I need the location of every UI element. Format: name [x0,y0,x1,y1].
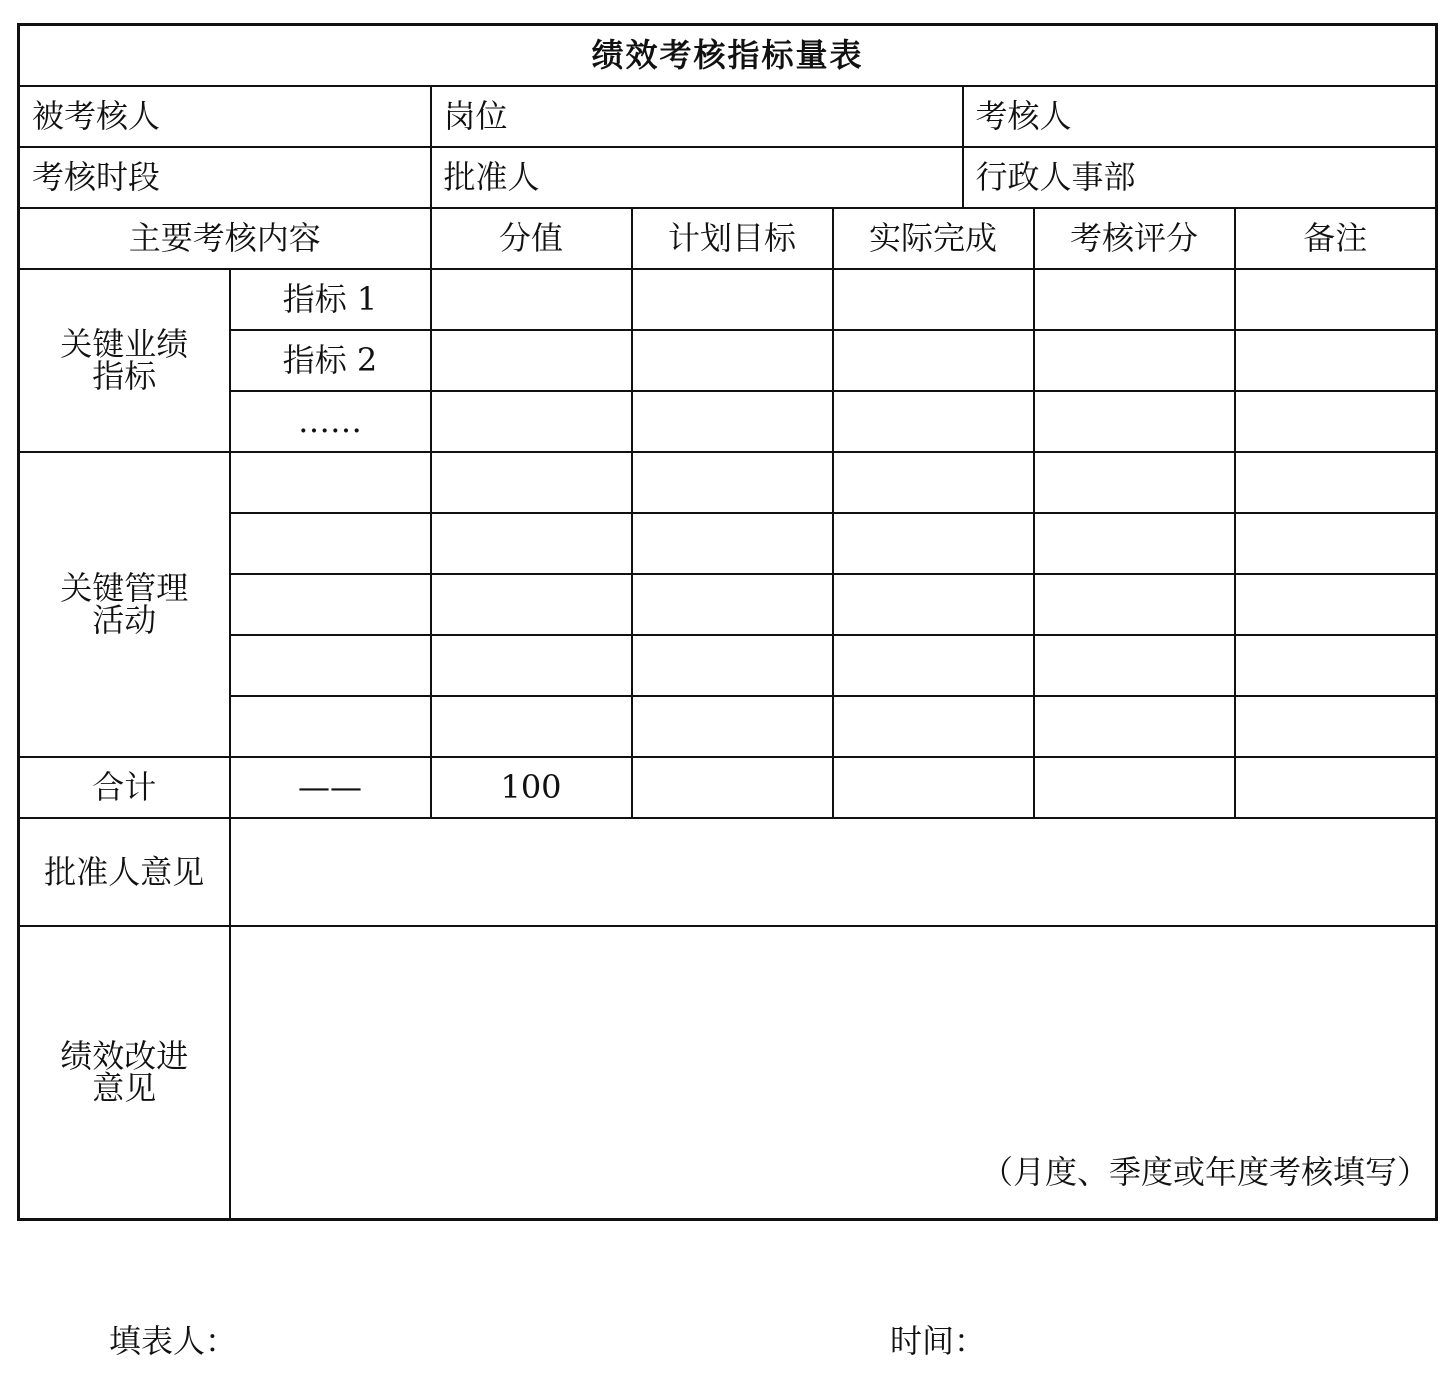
period-label: 考核时段 [19,147,431,208]
activity-2-score-cell[interactable] [431,513,632,574]
improvement-note: （月度、季度或年度考核填写） [981,1153,1430,1191]
activity-3-rating-cell[interactable] [1034,574,1235,635]
filler-label: 填表人： [109,1322,238,1360]
activity-5-plan-cell[interactable] [632,696,833,757]
kpi-3-score-cell[interactable] [431,391,632,452]
activity-4-remark-cell[interactable] [1235,635,1437,696]
activity-5-item-cell[interactable] [230,696,431,757]
activity-1-remark-cell[interactable] [1235,452,1437,513]
activity-4-rating-cell[interactable] [1034,635,1235,696]
total-plan-cell[interactable] [632,757,833,818]
total-remark-cell[interactable] [1235,757,1437,818]
improvement-label-line1: 绩效改进 [60,1037,189,1076]
activity-3-actual-cell[interactable] [833,574,1034,635]
activity-5-rating-cell[interactable] [1034,696,1235,757]
total-rating-cell[interactable] [1034,757,1235,818]
kpi-1-remark-cell[interactable] [1235,269,1437,330]
kpi-2-rating-cell[interactable] [1034,330,1235,391]
date-label: 时间： [890,1322,987,1360]
header-content: 主要考核内容 [19,208,431,269]
approver-opinion-label: 批准人意见 [19,818,230,926]
performance-assessment-form [17,23,1438,1221]
activities-category [19,452,230,757]
kpi-item-2: 指标 2 [230,330,431,391]
activity-3-plan-cell[interactable] [632,574,833,635]
kpi-1-rating-cell[interactable] [1034,269,1235,330]
improvement-label-line2: 意见 [92,1069,157,1108]
total-dash: —— [230,757,431,818]
total-label: 合计 [19,757,230,818]
activity-2-item-cell[interactable] [230,513,431,574]
activities-label-line2: 活动 [92,601,157,639]
improvement-field[interactable] [230,926,1437,1220]
department-label: 行政人事部 [963,147,1437,208]
header-remark: 备注 [1235,208,1437,269]
kpi-2-remark-cell[interactable] [1235,330,1437,391]
kpi-3-plan-cell[interactable] [632,391,833,452]
activity-4-item-cell[interactable] [230,635,431,696]
activity-5-remark-cell[interactable] [1235,696,1437,757]
activity-1-item-cell[interactable] [230,452,431,513]
activity-5-score-cell[interactable] [431,696,632,757]
approver-opinion-field[interactable] [230,818,1437,926]
kpi-3-actual-cell[interactable] [833,391,1034,452]
kpi-label-line1: 关键业绩 [60,325,189,363]
kpi-label-line2: 指标 [92,357,157,395]
activity-4-actual-cell[interactable] [833,635,1034,696]
activity-2-actual-cell[interactable] [833,513,1034,574]
activity-3-item-cell[interactable] [230,574,431,635]
activity-2-plan-cell[interactable] [632,513,833,574]
position-label: 岗位 [431,86,963,147]
total-actual-cell[interactable] [833,757,1034,818]
total-score: 100 [431,757,632,818]
activity-4-score-cell[interactable] [431,635,632,696]
kpi-2-score-cell[interactable] [431,330,632,391]
kpi-item-more: …… [230,391,431,452]
header-score: 分值 [431,208,632,269]
activity-3-remark-cell[interactable] [1235,574,1437,635]
kpi-1-actual-cell[interactable] [833,269,1034,330]
activity-1-rating-cell[interactable] [1034,452,1235,513]
form-title: 绩效考核指标量表 [19,25,1437,86]
kpi-item-1: 指标 1 [230,269,431,330]
kpi-1-score-cell[interactable] [431,269,632,330]
kpi-1-plan-cell[interactable] [632,269,833,330]
approver-label: 批准人 [431,147,963,208]
kpi-2-actual-cell[interactable] [833,330,1034,391]
activity-2-rating-cell[interactable] [1034,513,1235,574]
activity-1-score-cell[interactable] [431,452,632,513]
activity-5-actual-cell[interactable] [833,696,1034,757]
activity-3-score-cell[interactable] [431,574,632,635]
activity-4-plan-cell[interactable] [632,635,833,696]
assessee-label: 被考核人 [19,86,431,147]
kpi-2-plan-cell[interactable] [632,330,833,391]
improvement-label [19,926,230,1220]
kpi-3-remark-cell[interactable] [1235,391,1437,452]
header-actual: 实际完成 [833,208,1034,269]
kpi-category [19,269,230,452]
assessor-label: 考核人 [963,86,1437,147]
activity-1-actual-cell[interactable] [833,452,1034,513]
activity-1-plan-cell[interactable] [632,452,833,513]
header-rating: 考核评分 [1034,208,1235,269]
header-plan: 计划目标 [632,208,833,269]
activities-label-line1: 关键管理 [60,569,189,607]
kpi-3-rating-cell[interactable] [1034,391,1235,452]
activity-2-remark-cell[interactable] [1235,513,1437,574]
